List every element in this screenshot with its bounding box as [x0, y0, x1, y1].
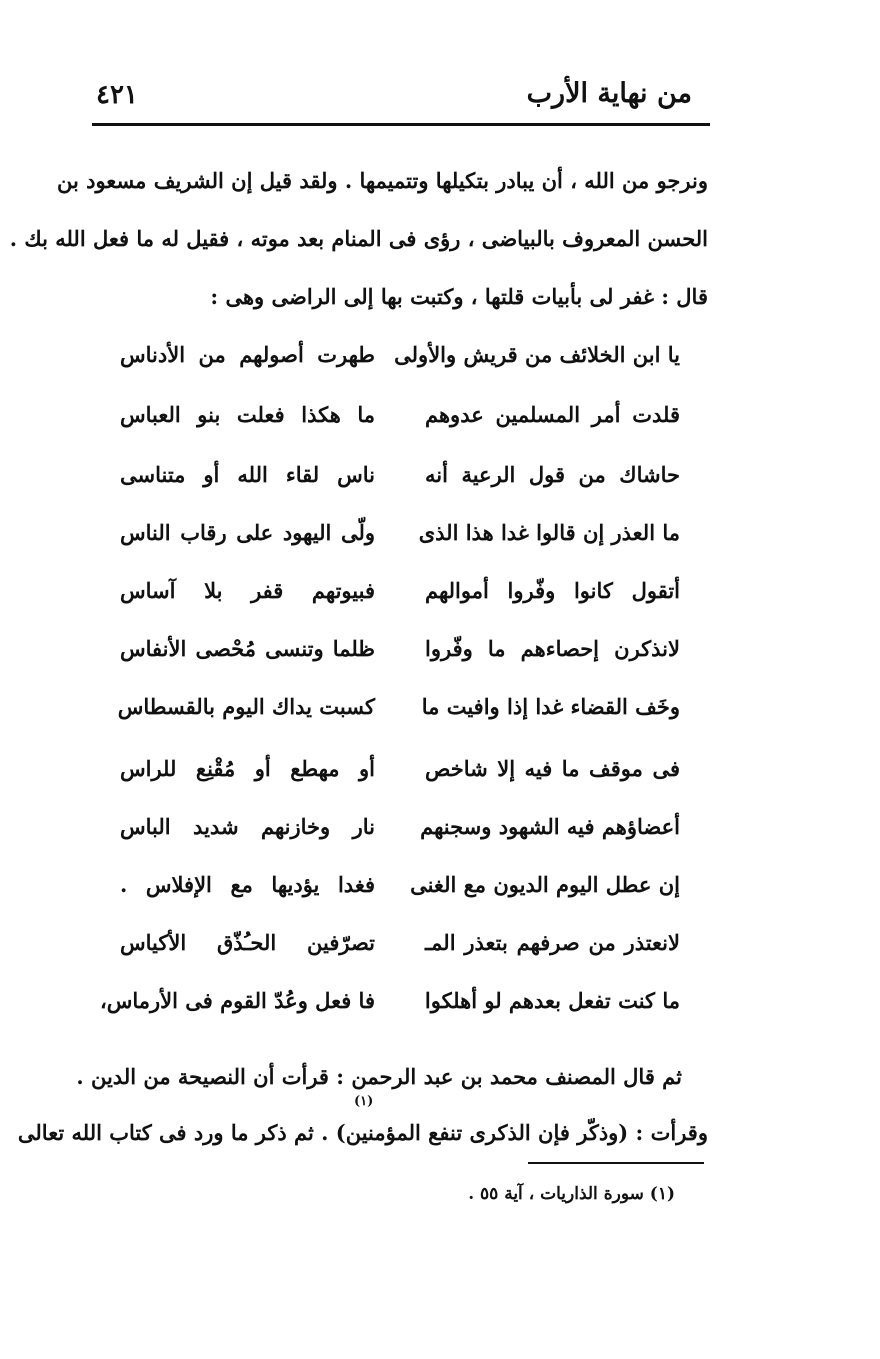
- verse-row: [120, 462, 680, 502]
- page-number: ٤٢١: [96, 80, 138, 110]
- verse-first-hemistich: ما العذر إن قالوا غدا هذا الذى: [418, 520, 680, 545]
- verse-row: [120, 756, 680, 796]
- verse-first-hemistich: إن عطل اليوم الديون مع الغنى: [410, 872, 680, 897]
- header-rule: [92, 123, 710, 126]
- verse-row: [120, 872, 680, 912]
- verse-first-hemistich: أعضاؤهم فيه الشهود وسجنهم: [420, 814, 680, 839]
- verse-second-hemistich: كسبت يداك اليوم بالقسطاس: [117, 694, 375, 719]
- verse-row: [120, 342, 680, 382]
- verse-second-hemistich: ناس لقاء الله أو متناسى: [120, 462, 375, 487]
- running-title: من نهاية الأرب: [526, 78, 692, 109]
- intro-line: الحسن المعروف بالبياضى ، رؤى فى المنام بعد موته ، فقيل له ما فعل الله بك .: [9, 226, 708, 251]
- verse-second-hemistich: طهرت أصولهم من الأدناس: [120, 342, 375, 367]
- verse-second-hemistich: فا فعل وعُدّ القوم فى الأرماس،: [99, 988, 375, 1013]
- verse-second-hemistich: أو مهطع أو مُقْنِع للراس: [120, 756, 375, 781]
- verse-row: [99, 988, 680, 1028]
- verse-row: [120, 578, 680, 618]
- verse-second-hemistich: ما هكذا فعلت بنو العباس: [120, 402, 375, 427]
- verse-first-hemistich: أتقول كانوا وفّروا أموالهم: [425, 578, 680, 603]
- verse-first-hemistich: لانعتذر من صرفهم بتعذر المـ: [425, 930, 680, 955]
- footnote-rule: [528, 1162, 704, 1164]
- footnote-reference: (١): [354, 1094, 374, 1109]
- outro-line: وقرأت : (وذكّر فإن الذكرى تنفع المؤمنين) . ثم ذكر ما ورد فى كتاب الله تعالى: [17, 1120, 708, 1145]
- outro-line: ثم قال المصنف محمد بن عبد الرحمن : قرأت أن النصيحة من الدين .: [76, 1064, 682, 1089]
- verse-row: [117, 694, 680, 734]
- verse-row: [120, 402, 680, 442]
- verse-first-hemistich: وخَف القضاء غدا إذا وافيت ما: [421, 694, 680, 719]
- verse-first-hemistich: فى موقف ما فيه إلا شاخص: [425, 756, 680, 781]
- verse-row: [120, 636, 680, 676]
- verse-second-hemistich: فبيوتهم قفر بلا آساس: [120, 578, 375, 603]
- intro-line: قال : غفر لى بأبيات قلتها ، وكتبت بها إلى الراضى وهى :: [210, 284, 708, 309]
- intro-line: ونرجو من الله ، أن يبادر بتكيلها وتتميمها . ولقد قيل إن الشريف مسعود بن: [56, 168, 708, 193]
- verse-row: [120, 814, 680, 854]
- verse-first-hemistich: ما كنت تفعل بعدهم لو أهلكوا: [424, 988, 680, 1013]
- verse-row: [120, 520, 680, 560]
- verse-second-hemistich: نار وخازنهم شديد الباس: [120, 814, 375, 839]
- verse-second-hemistich: ظلما وتنسى مُحْصى الأنفاس: [120, 636, 375, 661]
- verse-row: [120, 930, 680, 970]
- page-header: [92, 78, 712, 120]
- footnote: (١) سورة الذاريات ، آية ٥٥ .: [468, 1184, 675, 1204]
- verse-second-hemistich: تصرّفين الحـُذّق الأكياس: [120, 930, 375, 955]
- verse-first-hemistich: يا ابن الخلائف من قريش والأولى: [394, 342, 680, 367]
- verse-second-hemistich: فغدا يؤديها مع الإفلاس .: [120, 872, 375, 897]
- verse-second-hemistich: ولّى اليهود على رقاب الناس: [120, 520, 375, 545]
- verse-first-hemistich: قلدت أمر المسلمين عدوهم: [425, 402, 680, 427]
- verse-first-hemistich: لانذكرن إحصاءهم ما وفّروا: [425, 636, 680, 661]
- verse-first-hemistich: حاشاك من قول الرعية أنه: [425, 462, 680, 487]
